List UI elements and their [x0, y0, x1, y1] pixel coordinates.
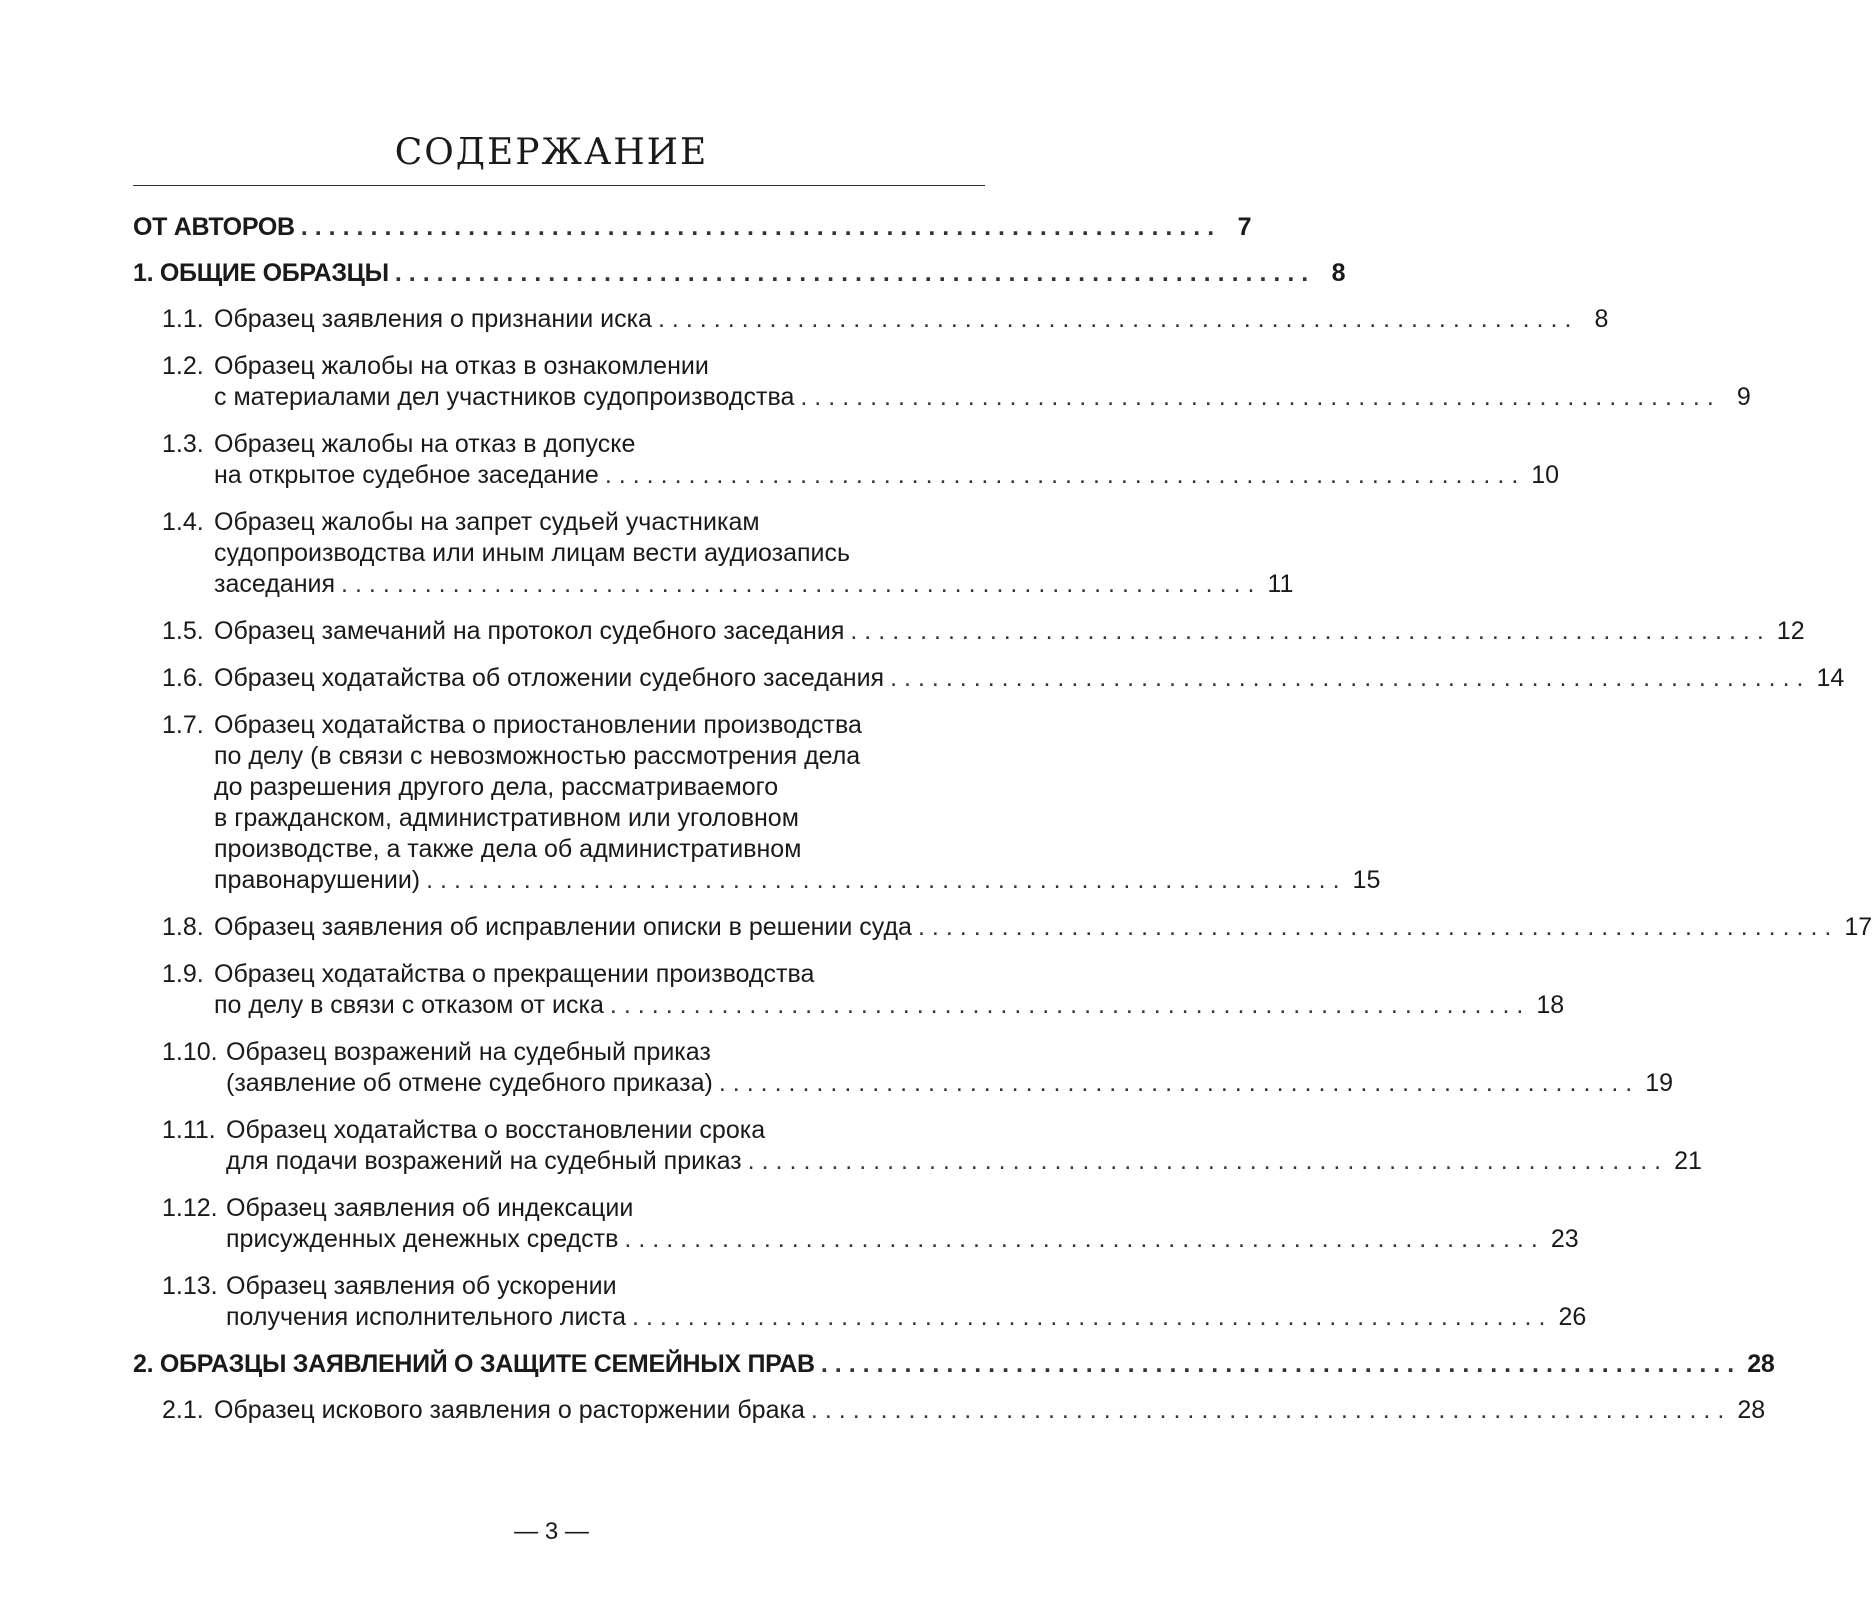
toc-section-entry[interactable] [133, 1349, 1775, 1380]
toc-leader-dots: .................................................................. [300, 213, 1222, 241]
toc-subsection-entry[interactable] [133, 304, 1609, 335]
toc-leader-dots: .................................................................. [747, 1147, 1669, 1175]
toc-entry-line [162, 803, 983, 834]
toc-leader-dots: .................................................................. [820, 1350, 1742, 1378]
toc-entry-title: по делу в связи с отказом от иска [214, 991, 604, 1019]
toc-subsection-entry[interactable] [133, 1037, 1674, 1099]
toc-leader-dots: .................................................................. [632, 1303, 1553, 1331]
toc-entry-number: 1.7. [162, 711, 204, 739]
toc-entry-row [162, 616, 1805, 647]
toc-entry-last-line [162, 663, 1845, 694]
toc-entry-line [162, 538, 983, 569]
toc-leader-dots: .................................................................. [624, 1225, 1545, 1253]
toc-entry-row [133, 258, 1346, 289]
toc-entry-number: 1.3. [162, 430, 204, 458]
toc-entry-last-line [162, 1302, 1587, 1333]
toc-subsection-entry[interactable] [133, 1271, 1587, 1333]
toc-entry-title: Образец заявления об индексации [226, 1194, 634, 1222]
toc-subsection-entry[interactable] [133, 507, 1294, 600]
toc-entry-number: 1.13. [162, 1272, 218, 1300]
toc-entry-title: Образец заявления об ускорении [226, 1272, 617, 1300]
toc-entry-title: Образец искового заявления о расторжении брака [214, 1396, 805, 1424]
toc-entry-title: Образец замечаний на протокол судебного заседания [214, 617, 845, 645]
toc-page-number: 9 [1736, 383, 1751, 411]
toc-entry-row [162, 304, 1609, 335]
toc-entry-row [162, 351, 1751, 413]
toc-subsection-entry[interactable] [133, 616, 1805, 647]
toc-entry-last-line [133, 1349, 1775, 1380]
toc-entry-number: 1.6. [162, 664, 204, 692]
toc-page-number: 8 [1331, 259, 1346, 287]
table-of-contents [133, 212, 1872, 1442]
toc-entry-title: (заявление об отмене судебного приказа) [226, 1069, 713, 1097]
toc-subsection-entry[interactable] [133, 663, 1845, 694]
toc-entry-last-line [133, 212, 1252, 243]
toc-entry-number: 2.1. [162, 1396, 204, 1424]
toc-entry-title: Образец возражений на судебный приказ [226, 1038, 711, 1066]
toc-entry-row [162, 1193, 1579, 1255]
toc-leader-dots: .................................................................. [604, 461, 1526, 489]
toc-entry-row [133, 1349, 1775, 1380]
toc-entry-title: Образец ходатайства о приостановлении производства [214, 711, 862, 739]
toc-entry-last-line [162, 865, 1381, 896]
toc-entry-row [162, 1395, 1766, 1426]
toc-entry-row [162, 429, 1560, 491]
title-divider [133, 185, 985, 186]
toc-page-number: 28 [1747, 1350, 1775, 1378]
toc-subsection-entry[interactable] [133, 959, 1565, 1021]
toc-page-number: 19 [1645, 1069, 1674, 1097]
toc-subsection-entry[interactable] [133, 429, 1560, 491]
toc-entry-last-line [162, 1146, 1702, 1177]
toc-leader-dots: .................................................................. [657, 305, 1579, 333]
toc-entry-row [133, 212, 1252, 243]
toc-entry-title: Образец жалобы на запрет судьей участникам [214, 508, 760, 536]
toc-entry-last-line [162, 1395, 1766, 1426]
toc-page-number: 8 [1594, 305, 1609, 333]
toc-page-number: 17 [1844, 913, 1872, 941]
toc-entry-line [162, 1271, 983, 1302]
toc-entry-number: 1.5. [162, 617, 204, 645]
toc-entry-last-line [133, 258, 1346, 289]
toc-subsection-entry[interactable] [133, 351, 1751, 413]
toc-leader-dots: .................................................................. [341, 570, 1262, 598]
toc-entry-title: присужденных денежных средств [226, 1225, 619, 1253]
toc-entry-title: получения исполнительного листа [226, 1303, 626, 1331]
toc-entry-line [162, 1037, 983, 1068]
toc-entry-last-line [162, 990, 1565, 1021]
toc-entry-title: 1. ОБЩИЕ ОБРАЗЦЫ [133, 259, 389, 287]
toc-entry-line [162, 1193, 983, 1224]
toc-entry-title: с материалами дел участников судопроизводства [214, 383, 795, 411]
toc-entry-last-line [162, 382, 1751, 413]
toc-entry-title: Образец заявления о признании иска [214, 305, 652, 333]
toc-entry-line [162, 772, 983, 803]
toc-page-number: 11 [1267, 570, 1294, 598]
toc-subsection-entry[interactable] [133, 1115, 1702, 1177]
toc-entry-number: 1.9. [162, 960, 204, 988]
toc-leader-dots: .................................................................. [917, 913, 1839, 941]
toc-entry-line [162, 429, 983, 460]
toc-entry-title: судопроизводства или иным лицам вести аудиозапись [214, 539, 851, 567]
toc-leader-dots: .................................................................. [718, 1069, 1640, 1097]
toc-subsection-entry[interactable] [133, 1193, 1579, 1255]
toc-page-number: 26 [1558, 1303, 1587, 1331]
toc-entry-title: Образец жалобы на отказ в ознакомлении [214, 352, 709, 380]
toc-entry-title: в гражданском, административном или уголовном [214, 804, 799, 832]
toc-leader-dots: .................................................................. [810, 1396, 1732, 1424]
toc-entry-row [162, 507, 1294, 600]
toc-entry-line [162, 710, 983, 741]
toc-entry-row [162, 663, 1845, 694]
toc-entry-number: 1.12. [162, 1194, 218, 1222]
toc-entry-title: ОТ АВТОРОВ [133, 213, 295, 241]
toc-page-number: 7 [1237, 213, 1252, 241]
toc-entry-title: Образец ходатайства о прекращении производства [214, 960, 815, 988]
toc-entry-last-line [162, 1068, 1674, 1099]
toc-entry-last-line [162, 616, 1805, 647]
toc-entry-title: Образец ходатайства об отложении судебного заседания [214, 664, 885, 692]
toc-entry-title: Образец ходатайства о восстановлении срока [226, 1116, 766, 1144]
toc-entry-row [162, 912, 1872, 943]
toc-entry-number: 1.10. [162, 1038, 218, 1066]
page-number: — 3 — [514, 1518, 589, 1545]
toc-entry-row [162, 959, 1565, 1021]
toc-page-number: 14 [1816, 664, 1845, 692]
toc-entry-line [162, 834, 983, 865]
page-title: СОДЕРЖАНИЕ [394, 132, 709, 173]
toc-entry-title: правонарушении) [214, 866, 421, 894]
toc-entry-number: 1.11. [162, 1116, 216, 1144]
toc-entry-last-line [162, 460, 1560, 491]
toc-entry-number: 1.1. [162, 305, 204, 333]
toc-page-number: 10 [1531, 461, 1560, 489]
toc-page-number: 21 [1674, 1147, 1702, 1175]
toc-subsection-entry[interactable] [133, 912, 1872, 943]
toc-entry-row [162, 1115, 1702, 1177]
toc-entry-title: для подачи возражений на судебный приказ [226, 1147, 742, 1175]
toc-entry-title: Образец жалобы на отказ в допуске [214, 430, 636, 458]
toc-page-number: 23 [1550, 1225, 1579, 1253]
toc-page-number: 28 [1737, 1396, 1766, 1424]
toc-entry-line [162, 507, 983, 538]
toc-leader-dots: .................................................................. [609, 991, 1531, 1019]
toc-leader-dots: .................................................................. [800, 383, 1721, 411]
toc-entry-number: 1.8. [162, 913, 204, 941]
toc-subsection-entry[interactable] [133, 710, 1381, 896]
toc-entry-line [162, 741, 983, 772]
toc-entry-line [162, 1115, 983, 1146]
toc-section-entry[interactable] [133, 212, 1252, 243]
toc-entry-title: по делу (в связи с невозможностью рассмотрения дела [214, 742, 861, 770]
toc-page-number: 18 [1536, 991, 1565, 1019]
toc-entry-number: 1.4. [162, 508, 204, 536]
toc-entry-title: на открытое судебное заседание [214, 461, 599, 489]
toc-entry-title: 2. ОБРАЗЦЫ ЗАЯВЛЕНИЙ О ЗАЩИТЕ СЕМЕЙНЫХ ПРАВ [133, 1350, 815, 1378]
toc-entry-row [162, 1037, 1674, 1099]
toc-entry-title: Образец заявления об исправлении описки в решении суда [214, 913, 912, 941]
toc-leader-dots: .................................................................. [890, 664, 1811, 692]
toc-entry-row [162, 710, 1381, 896]
toc-entry-last-line [162, 304, 1609, 335]
toc-entry-title: производстве, а также дела об административном [214, 835, 802, 863]
toc-entry-title: до разрешения другого дела, рассматриваемого [214, 773, 779, 801]
toc-leader-dots: .................................................................. [394, 259, 1316, 287]
toc-page-number: 12 [1776, 617, 1805, 645]
toc-entry-title: заседания [214, 570, 336, 598]
toc-leader-dots: .................................................................. [850, 617, 1771, 645]
toc-entry-last-line [162, 1224, 1579, 1255]
toc-entry-row [162, 1271, 1587, 1333]
toc-entry-last-line [162, 912, 1872, 943]
toc-entry-last-line [162, 569, 1294, 600]
toc-leader-dots: .................................................................. [426, 866, 1347, 894]
toc-subsection-entry[interactable] [133, 1395, 1766, 1426]
toc-entry-line [162, 351, 983, 382]
toc-entry-line [162, 959, 983, 990]
toc-entry-number: 1.2. [162, 352, 204, 380]
toc-page-number: 15 [1352, 866, 1381, 894]
toc-section-entry[interactable] [133, 258, 1346, 289]
